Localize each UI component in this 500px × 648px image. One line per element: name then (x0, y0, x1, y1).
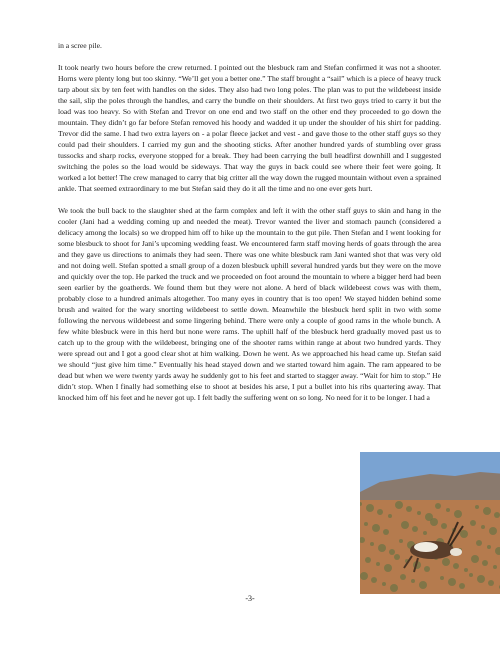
shrub-mark (399, 539, 403, 543)
shrub-mark (390, 584, 398, 592)
shrub-mark (440, 576, 444, 580)
shrub-mark (489, 527, 497, 535)
shrub-mark (482, 560, 488, 566)
shrub-mark (377, 509, 383, 515)
shrub-mark (442, 558, 450, 566)
shrub-mark (411, 579, 415, 583)
shrub-mark (417, 511, 421, 515)
shrub-mark (477, 575, 485, 583)
shrub-mark (435, 503, 441, 509)
shrub-mark (394, 554, 400, 560)
shrub-mark (370, 542, 374, 546)
shrub-mark (364, 522, 368, 526)
shrub-mark (494, 512, 500, 518)
shrub-mark (365, 557, 371, 563)
shrub-mark (383, 529, 389, 535)
shrub-mark (448, 578, 456, 586)
shrub-mark (459, 583, 465, 589)
shrub-mark (464, 568, 468, 572)
shrub-mark (488, 580, 494, 586)
shrub-mark (378, 544, 386, 552)
shrub-mark (469, 573, 473, 577)
shrub-mark (493, 565, 497, 569)
shrub-mark (389, 549, 395, 555)
shrub-mark (400, 574, 406, 580)
paragraph-1: in a scree pile. (58, 41, 102, 50)
shrub-mark (487, 545, 491, 549)
shrub-mark (406, 506, 412, 512)
shrub-mark (460, 530, 468, 538)
shrub-mark (412, 526, 418, 532)
shrub-mark (441, 523, 447, 529)
shrub-mark (401, 521, 409, 529)
paragraph-3 (58, 205, 441, 403)
shrub-mark (425, 513, 433, 521)
shrub-mark (366, 504, 374, 512)
page-number: -3- (245, 594, 255, 603)
shrub-mark (371, 577, 377, 583)
shrub-mark (470, 520, 476, 526)
shrub-mark (395, 501, 403, 509)
shrub-mark (372, 524, 380, 532)
shrub-mark (388, 514, 392, 518)
shrub-mark (476, 540, 482, 546)
shrub-mark (481, 525, 485, 529)
shrub-mark (446, 508, 450, 512)
shrub-mark (419, 581, 427, 589)
shrub-mark (453, 563, 459, 569)
shrub-mark (424, 566, 430, 572)
shrub-mark (471, 555, 479, 563)
shrub-mark (475, 505, 479, 509)
paragraph-3-text: We took the bull back to the slaughter shed at the farm complex and left it with the other staff guys to skin and hang in the cooler (Jani had a wedding coming up and needed the meat). Trevor wanted the liver and stomach paunch (considered a delicacy among the locals) so we dropped him off to hike up the mountain to the gut pile. Then Stefan and I went looking for some blesbuck to shoot for Jani’s upcoming wedding feast. We encountered farm staff moving herds of goats through the area and they gave us directions to animals they had seen. There was one white blesbuck ram Jani wanted shot that was very old and not doing well. Stefan spotted a small group of a dozen blesbuck uphill several hundred yards but they were on the move and quickly over the top. He parked the truck and we proceeded on foot around the mountain to where a bigger herd had been seen earlier by the goatherds. We found them but they were not alone. A herd of black wildebeest cows was with them, probably close to a hundred animals altogether. Too many eyes in country that is too open! We stayed hidden behind some brush and waited for the wary snorting wildebeest to settle down. Meanwhile the blesbuck herd split in two with some following the nervous wildebeest and some lingering behind. There were only a couple of good rams in the whole bunch. A few white blesbuck were in this herd but none were rams. The uphill half of the blesbuck herd gradually moved past us to catch up to the group with the wildebeest, bringing one of the shooter rams within range at about two hundred yards. They were spread out and I got a good clear shot at him walking. Down he went. As we approached his head came up. Stefan said we should “just give him time.” Eventually his head stayed down and we started toward him again. The ram appeared to be dead but when we were twenty yards away he suddenly got to his feet and started to stagger away. “Wait for him to stop.” He didn’t stop. When I finally had something else to shoot at besides his arse, I put a bullet into his ribs quartering away. That knocked him off his feet and he never got up. I felt badly the suffering went on so long. No need for it to be longer. I had a (58, 206, 441, 402)
shrub-mark (360, 572, 368, 580)
shrub-mark (454, 510, 462, 518)
blesbuck-photo (360, 452, 500, 594)
shrub-mark (483, 507, 491, 515)
shrub-mark (423, 531, 427, 535)
paragraph-2: It took nearly two hours before the crew returned. I pointed out the blesbuck ram and Stefan confirmed it was not a shooter. Horns were plenty long but too skinny. “We’ll get you a better one.” The staff brought a “sail” which is a piece of heavy truck tarp about six by ten feet with handles on the sides. They also had two long poles. The plan was to put the wildebeest inside the sail, slip the poles through the handles, and carry the bundle on their shoulders. At first two guys tried to carry it but the load was too heavy. So with Stefan and Trevor on one end and two staff on the other end they proceeded to go down the mountain. They didn’t go far before Stefan removed his hoody and wadded it up under the shoulder of his shirt for padding. Trevor did the same. I had two extra layers on - a polar fleece jacket and vest - and gave those to the other staff guys so they could pad their shoulders. I carried my gun and the shooting sticks. After another hundred yards of stumbling over grass tussocks and sharp rocks, everyone stopped for a break. They had been carrying the bull headfirst downhill and I suggested switching the poles so the load would be sideways. That way the guys in back could see where their feet were going. It worked a lot better! The crew managed to carry that big critter all the way down the rugged mountain without even a sprained ankle. That seemed extraordinary to me but Stefan said they do it all the time and no one ever gets hurt. (58, 63, 441, 193)
shrub-mark (382, 582, 386, 586)
shrub-mark (384, 564, 392, 572)
shrub-mark (376, 562, 380, 566)
